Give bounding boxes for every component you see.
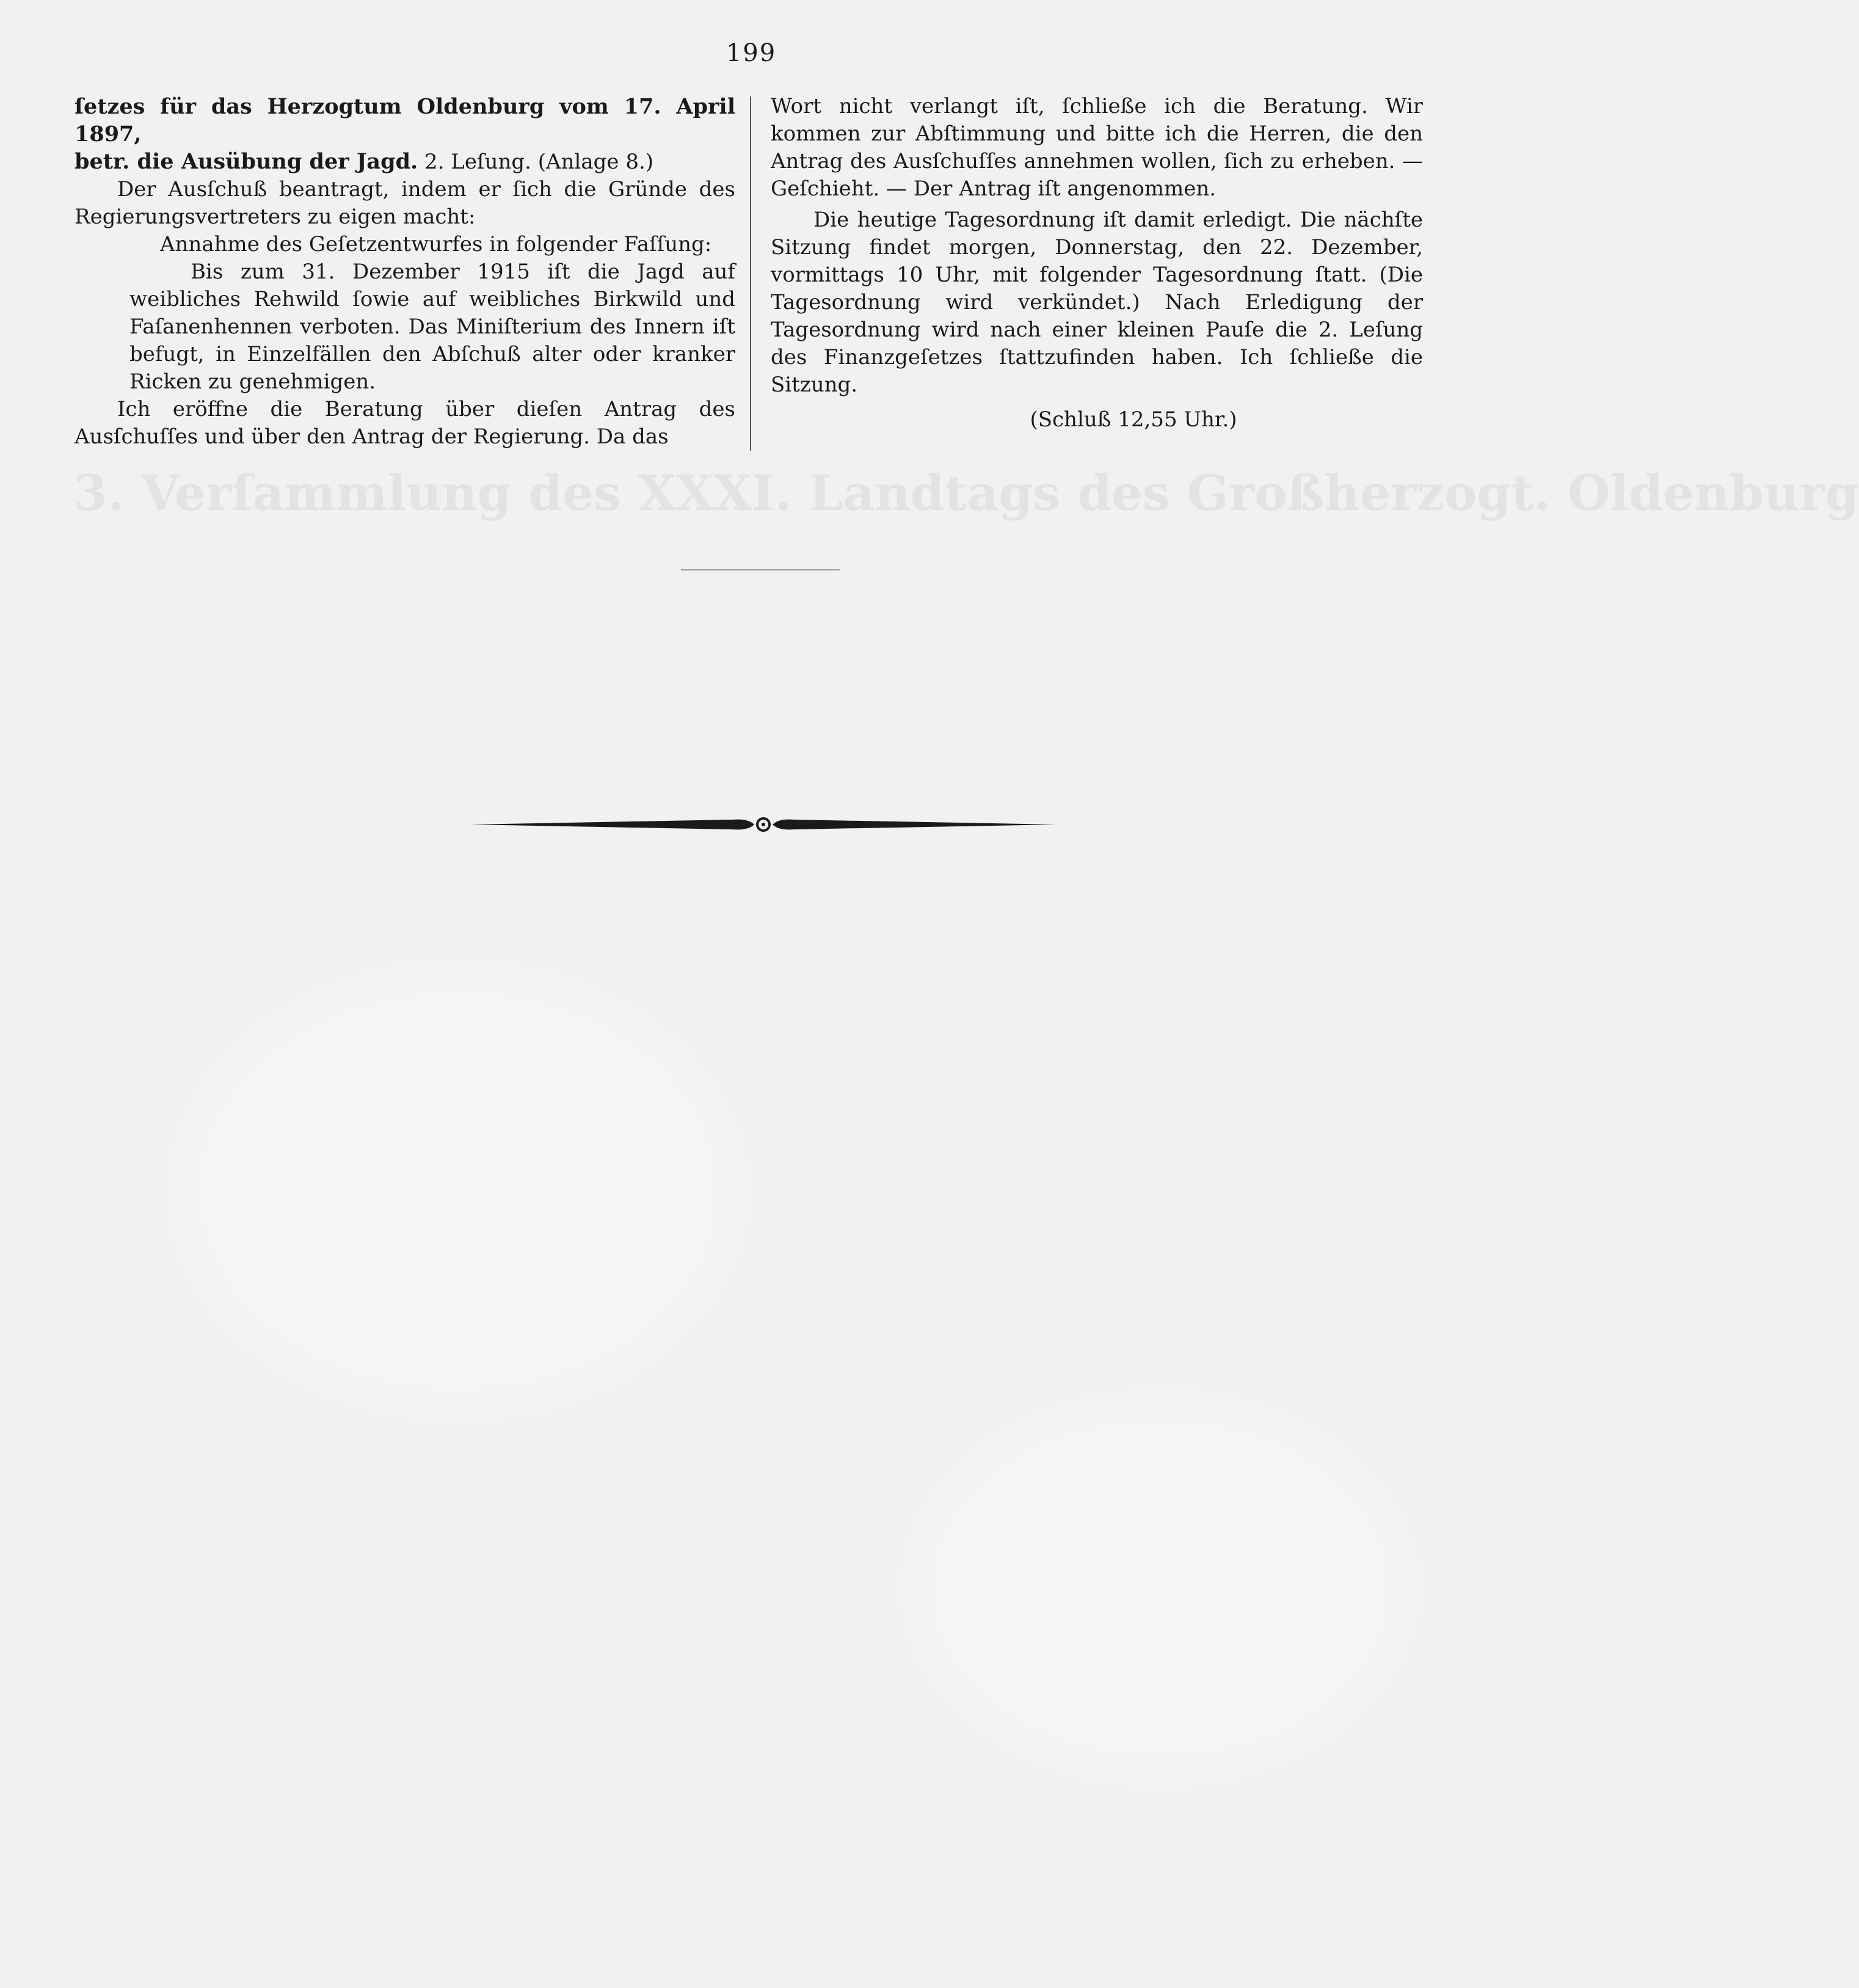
paragraph-committee-motion: Der Ausſchuß beantragt, indem er ſich die Gründe des Regierungsvertreters zu eigen macht:	[75, 177, 735, 229]
heading-line-2	[75, 148, 735, 176]
paragraph-vote: Wort nicht verlangt iſt, ſchließe ich die Beratung. Wir kommen zur Abſtimmung und bitte ich die Herren, die den Antrag des Ausſchuſſes annehmen wollen, ſich zu erheben. — Geſchieht. — Der Antrag iſt angenommen.	[771, 94, 1423, 201]
page-number: 199	[726, 39, 777, 67]
paper-stain	[183, 977, 733, 1405]
show-through-text: 3. Verſammlung des XXXI. Landtags des Großherzogt. Oldenburg	[73, 464, 1859, 522]
ornamental-divider	[470, 806, 1057, 843]
paper-stain	[916, 1405, 1405, 1771]
right-column	[771, 93, 1423, 434]
paragraph-agenda: Die heutige Tagesordnung iſt damit erledigt. Die nächſte Sitzung findet morgen, Donnerstag, den 22. Dezember, vormittags 10 Uhr, mit folgender Tagesordnung ſtatt. (Die Tagesordnung wird verkündet.) Nach Erledigung der Tagesordnung wird nach einer kleinen Pauſe die 2. Leſung des Finanzgeſetzes ſtattzufinden haben. Ich ſchließe die Sitzung.	[771, 208, 1423, 397]
heading-line-2-bold: betr. die Ausübung der Jagd.	[75, 149, 418, 174]
paragraph-adoption: Annahme des Geſetzentwurfes in folgender Faſſung:	[160, 232, 712, 257]
paragraph-debate-opening: Ich eröffne die Beratung über dieſen Antrag des Ausſchuſſes und über den Antrag der Regierung. Da das	[75, 397, 735, 449]
short-divider	[681, 569, 840, 570]
left-column	[75, 93, 735, 451]
closing-time: (Schluß 12,55 Uhr.)	[1030, 407, 1237, 432]
heading-line-1: ſetzes für das Herzogtum Oldenburg vom 17. April 1897,	[75, 94, 735, 147]
paragraph-law-text: Bis zum 31. Dezember 1915 iſt die Jagd auf weibliches Rehwild ſowie auf weibliches Birkwild und Faſanenhennen verboten. Das Miniſterium des Innern iſt befugt, in Einzelfällen den Abſchuß alter oder kranker Ricken zu genehmigen.	[129, 260, 735, 394]
heading-line-2-rest: 2. Leſung. (Anlage 8.)	[418, 150, 654, 174]
column-divider	[750, 96, 751, 451]
